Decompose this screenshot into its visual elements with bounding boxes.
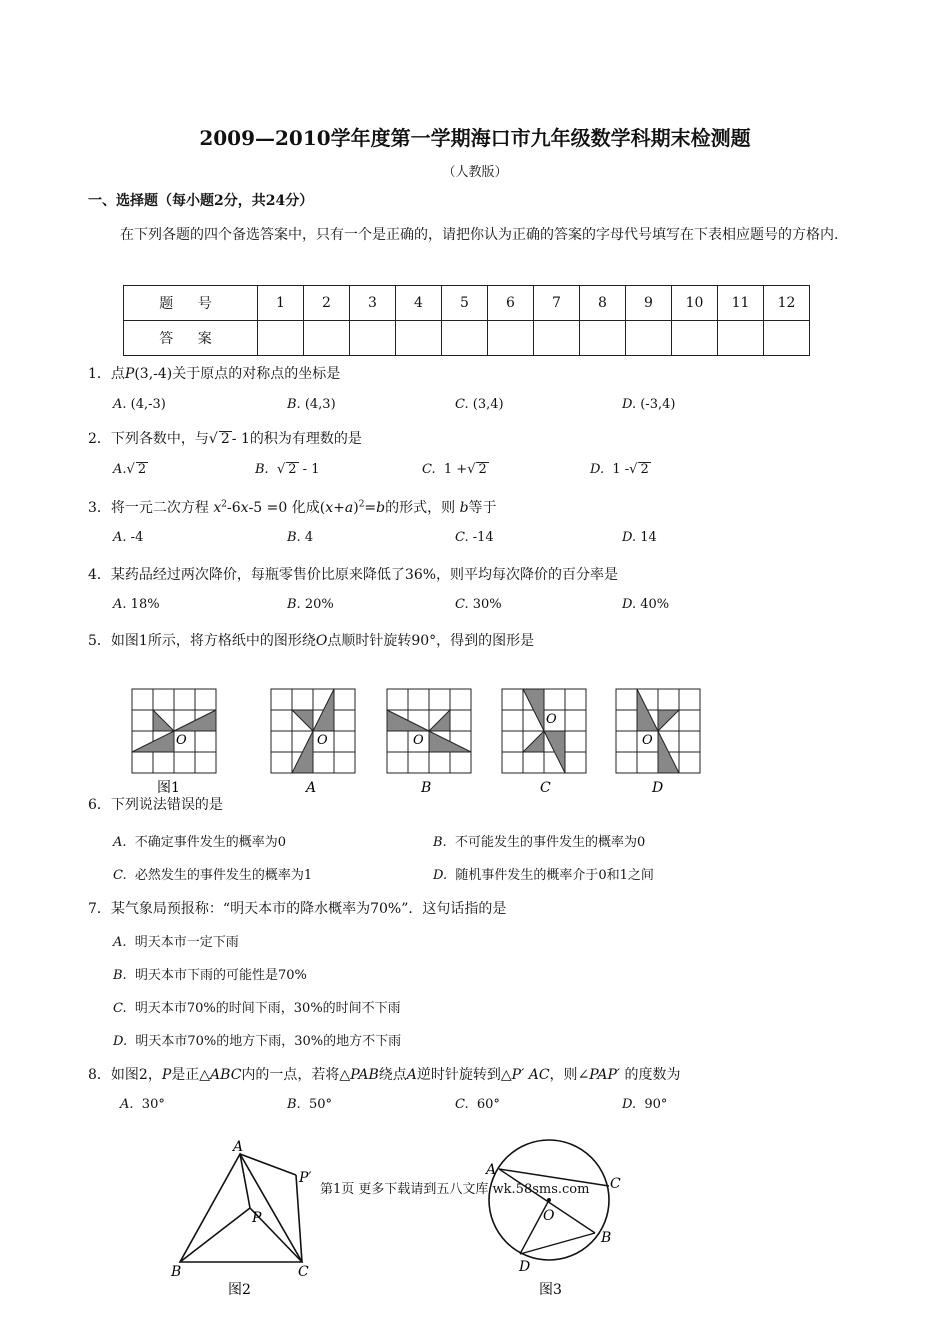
option-letter: A. — [113, 530, 127, 545]
math-term: 1 - — [612, 462, 630, 477]
radicand: 2 — [478, 462, 487, 477]
question-text: 下列说法错误的是 — [110, 797, 223, 813]
option-text: 14 — [640, 530, 657, 545]
option-letter: A. — [113, 397, 127, 412]
question-number: 1． — [88, 366, 111, 382]
math-var: a — [344, 500, 354, 516]
option-text: 明天本市下雨的可能性是70% — [134, 968, 307, 983]
radicand: 2 — [137, 462, 147, 477]
label-a: A — [233, 1139, 244, 1155]
option-letter: A. — [113, 935, 127, 950]
option-letter: B. — [255, 462, 269, 477]
question-number-cell: 3 — [350, 286, 396, 321]
question-number: 8． — [88, 1067, 111, 1083]
option-text: 18% — [130, 597, 160, 612]
figure-d-grid[interactable] — [616, 689, 700, 773]
option-letter: B. — [113, 968, 127, 983]
question-8 — [88, 1064, 681, 1084]
option-text: 明天本市70%的地方下雨，30%的地方不下雨 — [135, 1034, 402, 1049]
question-text: 点顺时针旋转90°，得到的图形是 — [327, 633, 535, 649]
math-var: b — [376, 500, 386, 516]
math-var: x — [325, 500, 334, 516]
math-var: O — [315, 633, 328, 649]
math-var: PAB — [350, 1067, 379, 1083]
math-var: ABC — [210, 1067, 242, 1083]
q6-option-a[interactable] — [113, 831, 286, 850]
option-letter: C. — [455, 597, 469, 612]
question-text: 某气象局预报称：“明天本市的降水概率为70%”．这句话指的是 — [110, 901, 507, 917]
question-number: 7． — [88, 901, 111, 917]
question-number-cell: 1 — [258, 286, 304, 321]
math-term: 1 + — [443, 462, 468, 477]
question-6 — [88, 794, 223, 814]
figure-2[interactable] — [170, 1139, 312, 1298]
math-var: P′ AC — [511, 1067, 550, 1083]
figure-b-caption: B — [421, 780, 432, 796]
math-var: b — [459, 500, 469, 516]
option-letter: D. — [622, 1097, 637, 1112]
question-text: 如图2， — [110, 1067, 162, 1083]
option-letter: B. — [287, 530, 301, 545]
question-number-cell: 9 — [626, 286, 672, 321]
option-letter: C. — [113, 868, 127, 883]
question-number-label: 题 号 — [124, 286, 258, 321]
option-letter: B. — [287, 597, 301, 612]
option-text: (4,3) — [304, 397, 336, 412]
math-term: -6 — [227, 500, 241, 516]
radicand: 2 — [640, 462, 649, 477]
question-text: 是正△ — [171, 1067, 211, 1083]
figure-d-caption: D — [652, 780, 664, 796]
question-text: ，则∠ — [549, 1067, 590, 1083]
math-exponent: 2 — [358, 499, 365, 510]
q7-option-d[interactable] — [113, 1030, 401, 1049]
section-heading: 一、选择题（每小题2分，共24分） — [88, 193, 314, 209]
q8-option-b[interactable] — [287, 1097, 332, 1112]
question-text: 如图1所示，将方格纸中的图形绕 — [110, 633, 316, 649]
answer-label: 答 案 — [124, 321, 258, 356]
question-number: 4． — [88, 567, 111, 583]
option-text: 4 — [304, 530, 314, 545]
option-letter: B. — [287, 397, 301, 412]
question-text: 绕点 — [378, 1067, 407, 1083]
q8-option-a[interactable] — [120, 1097, 165, 1112]
option-text: 明天本市70%的时间下雨，30%的时间不下雨 — [134, 1001, 401, 1016]
section-instruction: 在下列各题的四个备选答案中，只有一个是正确的，请把你认为正确的答案的字母代号填写在下表相应题号的方格内. — [120, 227, 839, 243]
math-var: x — [240, 500, 249, 516]
question-number: 3． — [88, 500, 111, 516]
question-number-cell: 8 — [580, 286, 626, 321]
math-var: P — [161, 1067, 172, 1083]
option-text: 不可能发生的事件发生的概率为0 — [454, 835, 646, 850]
label-o: O — [543, 1208, 555, 1224]
question-number-cell: 10 — [672, 286, 718, 321]
q6-option-d[interactable] — [433, 864, 654, 883]
question-number-cell: 4 — [396, 286, 442, 321]
sqrt-sign: √ — [629, 462, 638, 477]
question-number-cell: 6 — [488, 286, 534, 321]
question-number: 2． — [88, 431, 111, 447]
question-text: 某药品经过两次降价，每瓶零售价比原来降低了36%，则平均每次降价的百分率是 — [110, 567, 619, 583]
option-text: 随机事件发生的概率介于0和1之间 — [455, 868, 654, 883]
option-letter: A. — [113, 835, 127, 850]
page-footer: 第1页 更多下载请到五八文库 wk.58sms.com — [320, 1182, 590, 1197]
math-term: = — [364, 500, 377, 516]
q8-option-c[interactable] — [455, 1097, 500, 1112]
option-letter: C. — [455, 1097, 469, 1112]
page-subtitle: （人教版） — [442, 165, 508, 180]
option-text: -14 — [472, 530, 494, 545]
bottom-figures — [0, 1130, 950, 1310]
option-letter: D. — [113, 1034, 128, 1049]
math-term: - 1 — [231, 431, 250, 447]
point-label-o: O — [642, 733, 653, 748]
q7-option-a[interactable] — [113, 931, 239, 950]
option-letter: D. — [590, 462, 605, 477]
figure-1-grid[interactable] — [132, 689, 216, 773]
math-term: - 1 — [302, 462, 320, 477]
figure-c-caption: C — [540, 780, 551, 796]
question-number-cell: 11 — [718, 286, 764, 321]
math-var: P — [124, 366, 135, 382]
question-number-cell: 12 — [764, 286, 810, 321]
option-text: 50° — [308, 1097, 332, 1112]
question-number-cell: 2 — [304, 286, 350, 321]
option-text: 不确定事件发生的概率为0 — [134, 835, 287, 850]
question-text: -5 =0 化成 — [248, 500, 320, 516]
point-label-o: O — [317, 733, 328, 748]
sqrt-sign: √ — [467, 462, 476, 477]
label-d: D — [519, 1259, 531, 1275]
option-text: 30% — [472, 597, 502, 612]
option-letter: C. — [455, 530, 469, 545]
figure-2-caption: 图2 — [228, 1282, 251, 1298]
option-letter: D. — [622, 397, 637, 412]
label-b: B — [601, 1230, 612, 1246]
point-label-o: O — [546, 712, 557, 727]
option-text: 90° — [644, 1097, 668, 1112]
question-text: 将一元二次方程 — [110, 500, 209, 516]
option-text: (4,-3) — [130, 397, 166, 412]
question-number-cell: 7 — [534, 286, 580, 321]
figure-c-grid[interactable] — [502, 689, 586, 773]
q8-option-d[interactable] — [622, 1097, 667, 1112]
option-letter: C. — [455, 397, 469, 412]
figure-3[interactable] — [484, 1140, 621, 1298]
sqrt-sign: √ — [208, 431, 218, 447]
math-var: A — [406, 1067, 417, 1083]
question-text: 的积为有理数的是 — [249, 431, 362, 447]
math-var: PAP′ — [589, 1067, 621, 1083]
question-number-cell: 5 — [442, 286, 488, 321]
option-letter: B. — [287, 1097, 301, 1112]
option-letter: D. — [622, 530, 637, 545]
question-text: 等于 — [468, 500, 497, 516]
option-letter: C. — [113, 1001, 127, 1016]
math-term: + — [333, 500, 345, 516]
question-text: 内的一点，若将△ — [241, 1067, 351, 1083]
question-text: 逆时针旋转到△ — [416, 1067, 512, 1083]
option-text: -4 — [130, 530, 144, 545]
label-p-prime: P′ — [299, 1170, 312, 1186]
figure-3-caption: 图3 — [539, 1282, 562, 1298]
option-letter: D. — [433, 868, 448, 883]
option-text: (3,4) — [472, 397, 504, 412]
point-label-o: O — [413, 733, 424, 748]
label-p: P — [252, 1210, 262, 1226]
question-number: 5． — [88, 633, 111, 649]
figure-a-caption: A — [306, 780, 317, 796]
question-text: 下列各数中，与 — [110, 431, 209, 447]
option-letter: C. — [422, 462, 436, 477]
q7-option-b[interactable] — [113, 964, 307, 983]
question-text: 点 — [110, 366, 125, 382]
option-text: 明天本市一定下雨 — [134, 935, 239, 950]
point-label-o: O — [176, 733, 187, 748]
label-c: C — [610, 1176, 621, 1192]
figure-b-grid[interactable] — [387, 689, 471, 773]
option-text: 40% — [640, 597, 670, 612]
radicand: 2 — [220, 431, 230, 447]
math-exponent: 2 — [221, 499, 228, 510]
option-text: 30° — [141, 1097, 165, 1112]
question-text: 的度数为 — [620, 1067, 681, 1083]
q7-option-c[interactable] — [113, 997, 401, 1016]
question-text: (3,-4)关于原点的对称点的坐标是 — [134, 366, 341, 382]
math-term: ( — [319, 500, 326, 516]
label-c: C — [298, 1264, 309, 1280]
figure-1-caption: 图1 — [157, 780, 180, 796]
math-var: x — [213, 500, 222, 516]
option-text: 必然发生的事件发生的概率为1 — [134, 868, 313, 883]
label-a: A — [486, 1162, 497, 1178]
label-b: B — [171, 1264, 182, 1280]
option-letter: A. — [113, 462, 127, 477]
option-letter: B. — [433, 835, 447, 850]
option-letter: A. — [113, 597, 127, 612]
option-letter: A. — [120, 1097, 134, 1112]
figure-a-grid[interactable] — [271, 689, 355, 773]
sqrt-sign: √ — [126, 462, 135, 477]
radicand: 2 — [288, 462, 297, 477]
math-term: ) — [353, 500, 359, 516]
option-text: 20% — [304, 597, 334, 612]
question-text: 的形式，则 — [385, 500, 456, 516]
option-text: 60° — [476, 1097, 500, 1112]
question-number: 6． — [88, 797, 111, 813]
q6-option-c[interactable] — [113, 864, 312, 883]
option-text: (-3,4) — [640, 397, 676, 412]
page-title: 2009—2010学年度第一学期海口市九年级数学科期末检测题 — [199, 126, 751, 150]
q6-option-b[interactable] — [433, 831, 645, 850]
sqrt-sign: √ — [276, 462, 286, 477]
question-7 — [88, 898, 506, 918]
option-letter: D. — [622, 597, 637, 612]
